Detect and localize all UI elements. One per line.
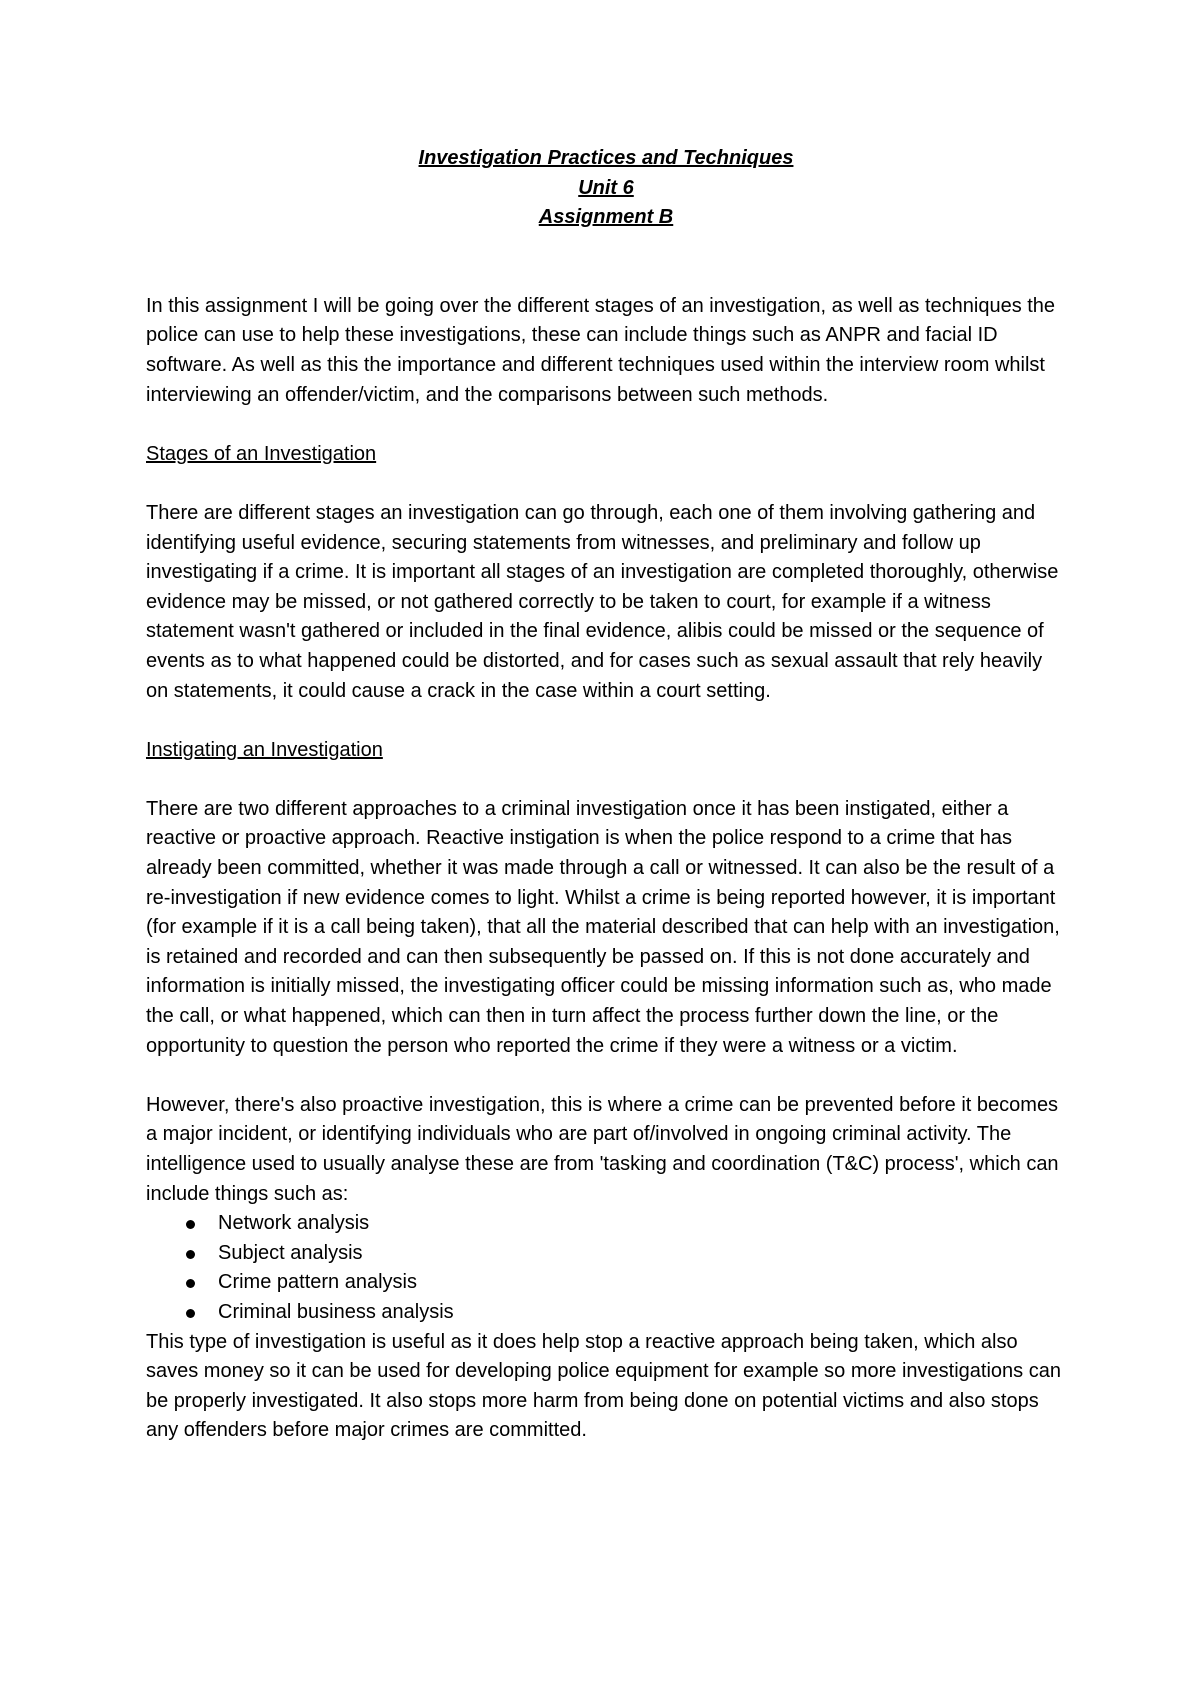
title-line-assignment: Assignment B [538,206,674,229]
bullet-icon [186,1279,195,1288]
document-body [146,144,1066,1446]
proactive-paragraph: However, there's also proactive investigation, this is where a crime can be prevented before it becomes a major incident, or identifying individuals who are part of/involved in ongoing criminal activity. The intelligence used to usually analyse these are from 'tasking and coordination (T&C) process', which can include things such as: [146,1093,1059,1205]
title-line-main: Investigation Practices and Techniques [418,147,794,169]
list-item-text: Criminal business analysis [218,1300,454,1323]
intro-paragraph: In this assignment I will be going over the different stages of an investigation, as well as techniques the police can use to help these investigations, these can include things such as ANPR and facial ID software. As well as this the importance and different techniques used within the interview room whilst interviewing an offender/victim, and the comparisons between such methods. [146,294,1056,406]
section-heading-stages: Stages of an Investigation [146,442,377,465]
list-item [218,1209,1066,1239]
list-item-text: Subject analysis [218,1241,363,1264]
list-item [218,1239,1066,1269]
closing-paragraph: This type of investigation is useful as it does help stop a reactive approach being taken, which also saves money so it can be used for developing police equipment for example so more investigations can be properly investigated. It also stops more harm from being done on potential victims and also stops any offenders before major crimes are committed. [146,1330,1061,1442]
list-item [218,1268,1066,1298]
document-title [146,144,1066,233]
bullet-icon [186,1309,195,1318]
list-item-text: Network analysis [218,1212,370,1235]
section-heading-instigating: Instigating an Investigation [146,738,383,761]
analysis-bullet-list [146,1209,1066,1327]
bullet-icon [186,1250,195,1259]
title-line-unit: Unit 6 [578,176,634,199]
bullet-icon [186,1220,195,1229]
stages-paragraph: There are different stages an investigation can go through, each one of them involving gathering and identifying useful evidence, securing statements from witnesses, and preliminary and follow up investigating if a crime. It is important all stages of an investigation are completed thoroughly, otherwise evidence may be missed, or not gathered correctly to be taken to court, for example if a witness statement wasn't gathered or included in the final evidence, alibis could be missed or the sequence of events as to what happened could be distorted, and for cases such as sexual assault that rely heavily on statements, it could cause a crack in the case within a court setting. [146,501,1059,702]
list-item-text: Crime pattern analysis [218,1271,417,1294]
reactive-paragraph: There are two different approaches to a criminal investigation once it has been instigated, either a reactive or proactive approach. Reactive instigation is when the police respond to a crime that has already been committed, whether it was made through a call or witnessed. It can also be the result of a re-investigation if new evidence comes to light. Whilst a crime is being reported however, it is important (for example if it is a call being taken), that all the material described that can help with an investigation, is retained and recorded and can then subsequently be passed on. If this is not done accurately and information is initially missed, the investigating officer could be missing information such as, who made the call, or what happened, which can then in turn affect the process further down the line, or the opportunity to question the person who reported the crime if they were a witness or a victim. [146,797,1060,1057]
list-item [218,1298,1066,1328]
